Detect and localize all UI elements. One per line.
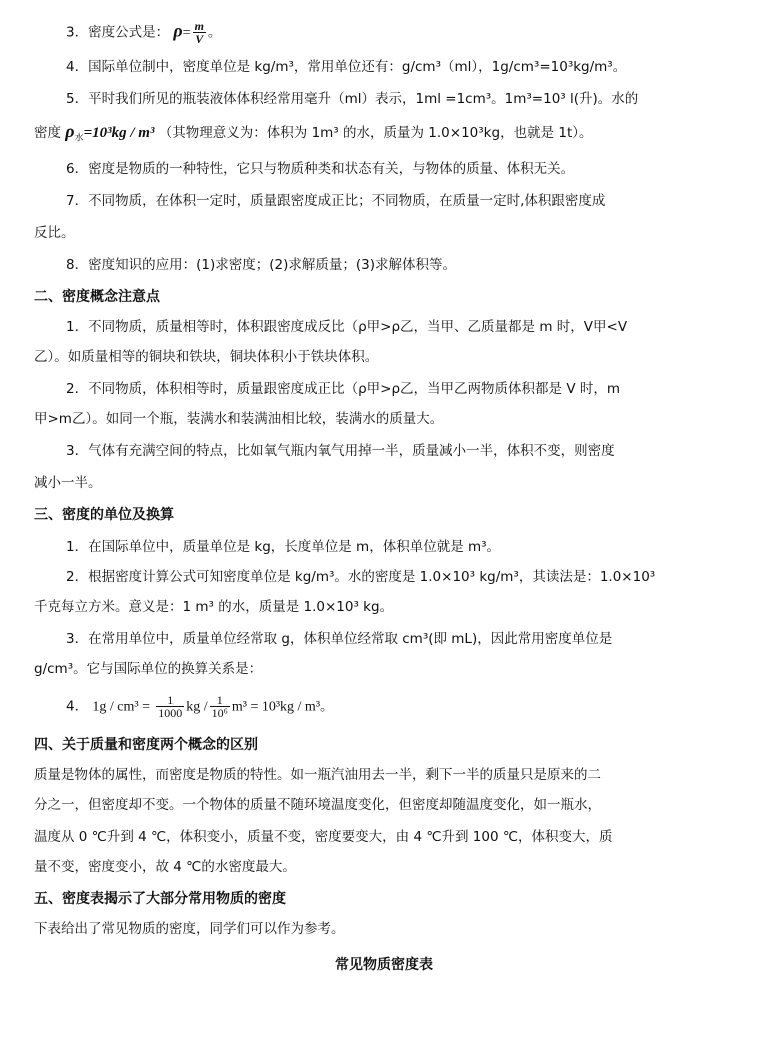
paragraph-line: 质量是物体的属性，而密度是物质的特性。如一瓶汽油用去一半，剩下一半的质量只是原来的二 (34, 767, 601, 783)
paragraph-line: 1．不同物质，质量相等时，体积跟密度成反比（ρ甲>ρ乙，当甲、乙质量都是 m 时，V甲<V (66, 319, 628, 335)
section-heading: 三、密度的单位及换算 (34, 507, 174, 523)
paragraph-line: 温度从 0 ℃升到 4 ℃，体积变小，质量不变，密度要变大，由 4 ℃升到 100 ℃，体积变大，质 (34, 829, 613, 845)
paragraph-line: 2．不同物质，体积相等时，质量跟密度成正比（ρ甲>ρ乙，当甲乙两物质体积都是 V 时，m (66, 381, 621, 397)
water-density-line: 密度 $\rho_水=10^3kg / m^3$ （其物理意义为：体积为 1m³ 的水，质量为 1.0×10³kg，也就是 1t）。 (34, 121, 593, 144)
paragraph-line: 分之一，但密度却不变。一个物体的质量不随环境温度变化，但密度却随温度变化，如一瓶水， (34, 797, 601, 813)
paragraph-line: 2．根据密度计算公式可知密度单位是 kg/m³。水的密度是 1.0×10³ kg/m³，其读法是：1.0×10³ (66, 569, 656, 585)
paragraph-line: g/cm³。它与国际单位的换算关系是： (34, 661, 263, 677)
section-heading: 二、密度概念注意点 (34, 289, 160, 305)
fraction-1-1000: $\frac{1}{1000}$ (158, 693, 183, 720)
paragraph-line: 3．在常用单位中，质量单位经常取 g，体积单位经常取 cm³(即 mL)，因此常用密度单位是 (66, 631, 613, 647)
section-heading: 五、密度表揭示了大部分常用物质的密度 (34, 891, 286, 907)
paragraph-line: 减小一半。 (34, 475, 102, 491)
paragraph-line: 千克每立方米。意义是：1 m³ 的水，质量是 1.0×10³ kg。 (34, 599, 394, 615)
paragraph-line: 6．密度是物质的一种特性，它只与物质种类和状态有关，与物体的质量、体积无关。 (66, 161, 575, 177)
conversion-formula-line: 4． 1g / cm³ = $\frac{1}{1000}$ kg / $\frac{1}{\text{10⁶}}$ m³ = 10³kg / m³。 (66, 693, 334, 720)
paragraph-line: 4．国际单位制中，密度单位是 kg/m³，常用单位还有：g/cm³（ml），1g/cm³=10³kg/m³。 (66, 59, 627, 75)
rho-symbol: ρ (173, 20, 183, 41)
formula-line: 3．密度公式是： ρ= $\frac{m}{V}$ 。 (66, 19, 222, 46)
paragraph-line: 量不变，密度变小，故 4 ℃的水密度最大。 (34, 859, 296, 875)
paragraph-line: 3．气体有充满空间的特点，比如氧气瓶内氧气用掉一半，质量减小一半，体积不变，则密度 (66, 443, 615, 459)
formula-intro: 3．密度公式是： (66, 24, 170, 41)
paragraph-line: 下表给出了常见物质的密度，同学们可以作为参考。 (34, 921, 345, 937)
section-heading: 四、关于质量和密度两个概念的区别 (34, 737, 258, 753)
mass-over-volume-fraction: $\frac{m}{V}$ (194, 19, 204, 46)
paragraph-line: 8．密度知识的应用：(1)求密度；(2)求解质量；(3)求解体积等。 (66, 257, 456, 273)
rho-water-symbol: ρ (65, 121, 75, 141)
table-title: 常见物质密度表 (335, 957, 433, 973)
paragraph-line: 甲>m乙）。如同一个瓶，装满水和装满油相比较，装满水的质量大。 (34, 411, 444, 427)
paragraph-line: 反比。 (34, 225, 75, 241)
paragraph-line: 1．在国际单位中，质量单位是 kg，长度单位是 m，体积单位就是 m³。 (66, 539, 501, 555)
fraction-1-10e6: $\frac{1}{\text{10⁶}}$ (211, 693, 228, 720)
paragraph-line: 乙）。如质量相等的铜块和铁块，铜块体积小于铁块体积。 (34, 349, 379, 365)
paragraph-line: 5．平时我们所见的瓶装液体体积经常用毫升（ml）表示，1ml =1cm³。1m³=10³ l(升)。水的 (66, 91, 639, 107)
paragraph-line: 7．不同物质，在体积一定时，质量跟密度成正比；不同物质，在质量一定时,体积跟密度成 (66, 193, 606, 209)
